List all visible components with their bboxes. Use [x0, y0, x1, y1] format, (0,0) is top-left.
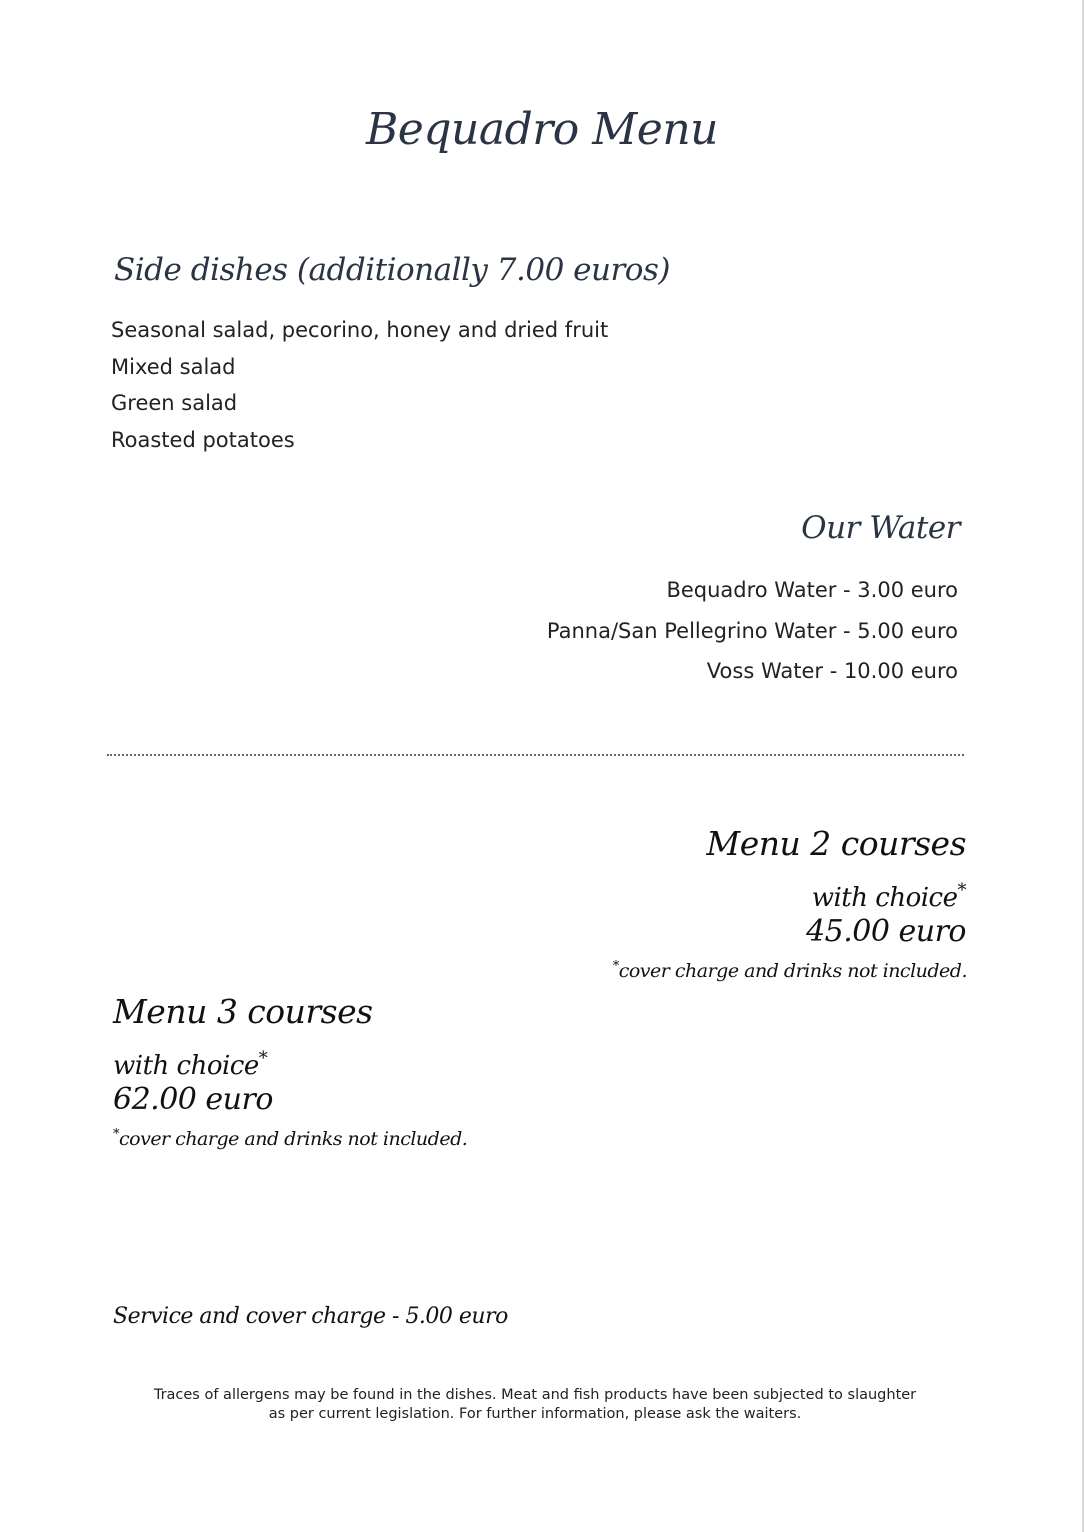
dotted-divider — [107, 754, 964, 756]
menu-note-text: cover charge and drinks not included. — [618, 960, 967, 982]
water-list — [547, 574, 958, 696]
side-dishes-list — [111, 314, 608, 460]
menu-three-courses — [113, 988, 467, 1150]
page-title: Bequadro Menu — [365, 104, 719, 155]
menu-note — [613, 952, 967, 982]
service-charge: Service and cover charge - 5.00 euro — [113, 1304, 508, 1329]
side-dishes-heading: Side dishes (additionally 7.00 euros) — [114, 252, 670, 288]
list-item: Panna/San Pellegrino Water - 5.00 euro — [546, 618, 958, 643]
allergen-notice — [110, 1386, 960, 1424]
menu-choice — [113, 1038, 467, 1080]
allergen-line: as per current legislation. For further information, please ask the waiters. — [268, 1406, 802, 1422]
menu-choice-label: with choice — [113, 1051, 259, 1081]
asterisk: * — [957, 880, 966, 901]
menu-price: 62.00 euro — [113, 1082, 273, 1117]
asterisk: * — [612, 959, 619, 974]
list-item: Green salad — [111, 391, 238, 415]
list-item: Bequadro Water - 3.00 euro — [666, 578, 958, 602]
menu-choice — [613, 870, 966, 912]
asterisk: * — [258, 1048, 268, 1069]
water-heading: Our Water — [801, 510, 960, 546]
menu-price: 45.00 euro — [806, 914, 966, 949]
menu-two-courses — [613, 820, 966, 982]
menu-name: Menu 2 courses — [706, 824, 966, 863]
menu-choice-label: with choice — [811, 883, 958, 913]
menu-note-text: cover charge and drinks not included. — [119, 1128, 468, 1150]
list-item: Seasonal salad, pecorino, honey and dried fruit — [111, 318, 609, 342]
menu-note — [113, 1120, 467, 1150]
allergen-line: Traces of allergens may be found in the dishes. Meat and fish products have been subjected to slaughter — [153, 1387, 917, 1403]
asterisk: * — [113, 1127, 119, 1142]
list-item: Voss Water - 10.00 euro — [706, 659, 958, 683]
list-item: Roasted potatoes — [111, 427, 295, 452]
menu-name: Menu 3 courses — [113, 992, 373, 1031]
list-item: Mixed salad — [111, 354, 236, 379]
